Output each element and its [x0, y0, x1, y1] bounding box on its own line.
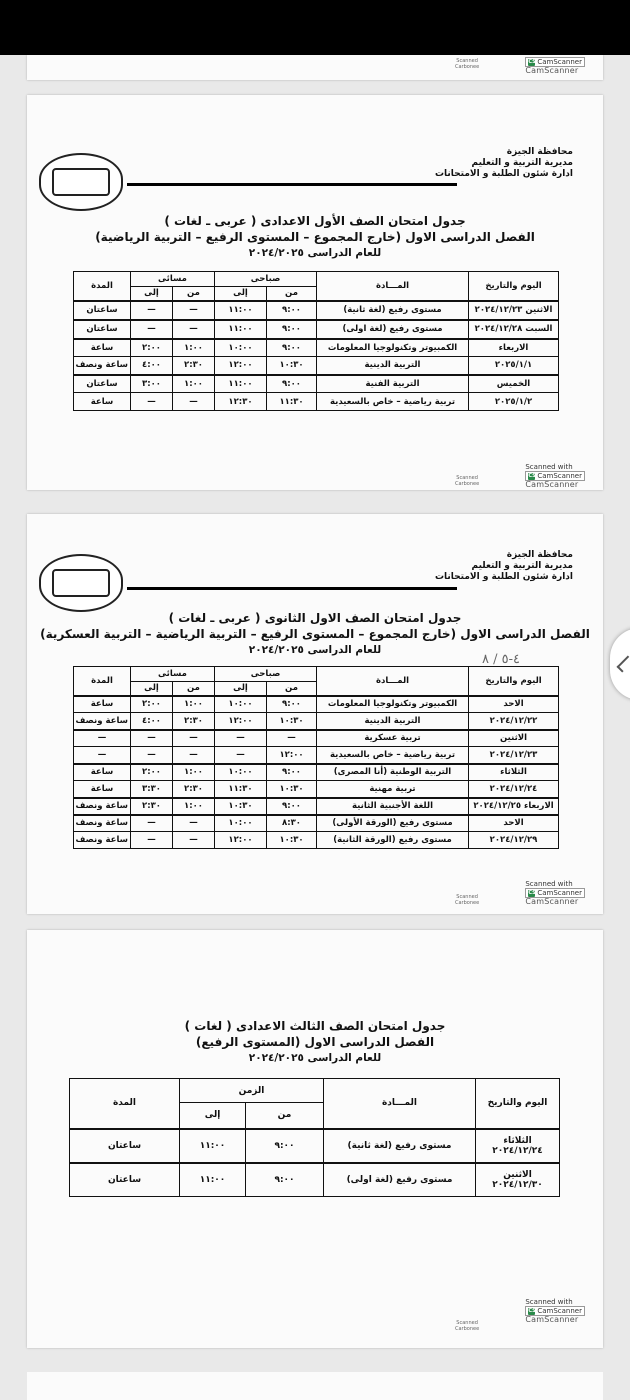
table-row: ٢٠٢٤/١٢/٢٤ تربية مهنية ١٠:٣٠ ١١:٣٠ ٢:٣٠ ٣:٣٠ ساعة	[74, 781, 559, 798]
table-row: الاحد مستوى رفيع (الورقة الأولى) ٨:٣٠ ١٠:٠٠ — — ساعة ونصف	[74, 815, 559, 832]
table1-subtitle: الفصل الدراسى الاول (خارج المجموع – المستوى الرفيع – التربية الرياضية)	[95, 230, 535, 244]
col-subject: المـــادة	[324, 1079, 476, 1129]
col-duration: المدة	[74, 272, 131, 301]
col-from: من	[246, 1103, 324, 1129]
table-row: الاحد الكمبيوتر وتكنولوجيا المعلومات ٩:٠٠ ١٠:٠٠ ١:٠٠ ٢:٠٠ ساعة	[74, 696, 559, 713]
col-morning: صباحى	[215, 272, 317, 287]
col-morning-to: إلى	[215, 682, 267, 696]
col-duration: المدة	[70, 1079, 180, 1129]
header-rule	[127, 587, 457, 590]
camscanner-watermark: Scanned with CS CamScanner CamScanner	[525, 1298, 585, 1324]
col-evening-from: من	[173, 682, 215, 696]
col-morning-to: إلى	[215, 287, 267, 301]
table-row: الثلاثاء التربية الوطنية (أنا المصرى) ٩:٠٠ ١٠:٠٠ ١:٠٠ ٢:٠٠ ساعة	[74, 764, 559, 781]
col-morning-from: من	[267, 287, 317, 301]
exam-table-2	[73, 666, 559, 849]
handwritten-note: ٤-٥ / ٨	[482, 652, 521, 667]
col-morning-from: من	[267, 682, 317, 696]
header-rule	[127, 183, 457, 186]
ministry-logo	[39, 554, 123, 612]
chevron-left-icon	[617, 656, 630, 673]
table-row: ٢٠٢٤/١٢/٢٢ التربية الدينية ١٠:٣٠ ١٢:٠٠ ٢:٣٠ ٤:٠٠ ساعة ونصف	[74, 713, 559, 730]
table1-title: جدول امتحان الصف الأول الاعدادى ( عربى ـ لغات )	[164, 214, 466, 228]
ministry-logo	[39, 153, 123, 211]
col-subject: المـــادة	[317, 272, 469, 301]
scan-stamp: Scanned Carbonee	[455, 1320, 480, 1332]
page-1	[27, 95, 603, 490]
col-day: اليوم والتاريخ	[469, 272, 559, 301]
table-row: الثلاثاء ٢٠٢٤/١٢/٢٤ مستوى رفيع (لغة ثانية) ٩:٠٠ ١١:٠٠ ساعتان	[70, 1129, 560, 1163]
col-to: إلى	[180, 1103, 246, 1129]
header-text: محافظة الجيزة مديرية التربية و التعليم ادارة شئون الطلبة و الامتحانات	[435, 550, 573, 582]
table2-titles	[27, 610, 603, 658]
table-row: الاربعاء الكمبيوتر وتكنولوجيا المعلومات ٩:٠٠ ١٠:٠٠ ١:٠٠ ٢:٠٠ ساعة	[74, 339, 559, 357]
top-status-bar	[0, 0, 630, 55]
exam-table-1	[73, 271, 559, 411]
edge-panel-handle[interactable]	[610, 628, 630, 700]
col-day: اليوم والتاريخ	[469, 667, 559, 696]
header-text: محافظة الجيزة مديرية التربية و التعليم ادارة شئون الطلبة و الامتحانات	[435, 147, 573, 179]
table-row: الاثنين ٢٠٢٤/١٢/٢٣ مستوى رفيع (لغة ثانية) ٩:٠٠ ١١:٠٠ — — ساعتان	[74, 301, 559, 320]
page-3	[27, 930, 603, 1348]
camscanner-icon: CS	[528, 1307, 536, 1314]
exam-table-3	[69, 1078, 560, 1197]
camscanner-icon: CS	[528, 472, 536, 479]
scan-stamp: Scanned Carbonee	[455, 475, 480, 487]
col-evening-to: إلى	[131, 287, 173, 301]
table1-titles	[27, 213, 603, 261]
col-duration: المدة	[74, 667, 131, 696]
camscanner-icon: CS	[528, 889, 536, 896]
table-row: ٢٠٢٥/١/١ التربية الدينية ١٠:٣٠ ١٢:٠٠ ٢:٣٠ ٤:٠٠ ساعة ونصف	[74, 357, 559, 375]
col-evening-to: إلى	[131, 682, 173, 696]
camscanner-watermark: Scanned with CS CamScanner CamScanner	[525, 880, 585, 906]
col-evening: مسائى	[131, 272, 215, 287]
col-evening-from: من	[173, 287, 215, 301]
col-time: الزمن	[180, 1079, 324, 1103]
camscanner-watermark: CS CamScanner CamScanner	[525, 57, 585, 75]
table2-year: للعام الدراسى ٢٠٢٤/٢٠٢٥	[248, 644, 382, 656]
col-subject: المـــادة	[317, 667, 469, 696]
table2-subtitle: الفصل الدراسى الاول (خارج المجموع – المستوى الرفيع – التربية الرياضية – التربية العسكرية)	[40, 627, 590, 641]
table-row: الخميس التربية الفنية ٩:٠٠ ١١:٠٠ ١:٠٠ ٣:٠٠ ساعتان	[74, 375, 559, 393]
page-2	[27, 514, 603, 914]
table3-title: جدول امتحان الصف الثالث الاعدادى ( لغات )	[184, 1019, 446, 1033]
col-evening: مسائى	[131, 667, 215, 682]
page-fragment-bottom	[27, 1372, 603, 1400]
page-fragment-top	[27, 55, 603, 80]
table-row: السبت ٢٠٢٤/١٢/٢٨ مستوى رفيع (لغة اولى) ٩:٠٠ ١١:٠٠ — — ساعتان	[74, 320, 559, 339]
table-row: ٢٠٢٤/١٢/٢٣ تربية رياضية – خاص بالسعيدية ١٢:٠٠ — — — —	[74, 747, 559, 764]
table2-title: جدول امتحان الصف الاول الثانوى ( عربى ـ لغات )	[168, 611, 462, 625]
table-row: ٢٠٢٤/١٢/٢٩ مستوى رفيع (الورقة الثانية) ١٠:٣٠ ١٢:٠٠ — — ساعة ونصف	[74, 832, 559, 849]
scan-stamp: Scanned Carbonee	[455, 894, 480, 906]
camscanner-icon: CS	[528, 58, 536, 65]
table3-subtitle: الفصل الدراسى الاول (المستوى الرفيع)	[195, 1035, 435, 1049]
table3-titles	[27, 1018, 603, 1066]
table-row: الاربعاء ٢٠٢٤/١٢/٢٥ اللغة الأجنبية الثانية ٩:٠٠ ١٠:٣٠ ١:٠٠ ٢:٣٠ ساعة ونصف	[74, 798, 559, 815]
camscanner-watermark: Scanned with CS CamScanner CamScanner	[525, 463, 585, 489]
table-row: ٢٠٢٥/١/٢ تربية رياضية – خاص بالسعيدية ١١:٣٠ ١٢:٣٠ — — ساعة	[74, 393, 559, 411]
table1-year: للعام الدراسى ٢٠٢٤/٢٠٢٥	[248, 247, 382, 259]
table-row: الاثنين ٢٠٢٤/١٢/٣٠ مستوى رفيع (لغة اولى) ٩:٠٠ ١١:٠٠ ساعتان	[70, 1163, 560, 1197]
col-day: اليوم والتاريخ	[476, 1079, 560, 1129]
scan-stamp: Scanned Carbonee	[455, 58, 480, 70]
table3-year: للعام الدراسى ٢٠٢٤/٢٠٢٥	[248, 1052, 382, 1064]
table-row: الاثنين تربية عسكرية — — — — —	[74, 730, 559, 747]
col-morning: صباحى	[215, 667, 317, 682]
